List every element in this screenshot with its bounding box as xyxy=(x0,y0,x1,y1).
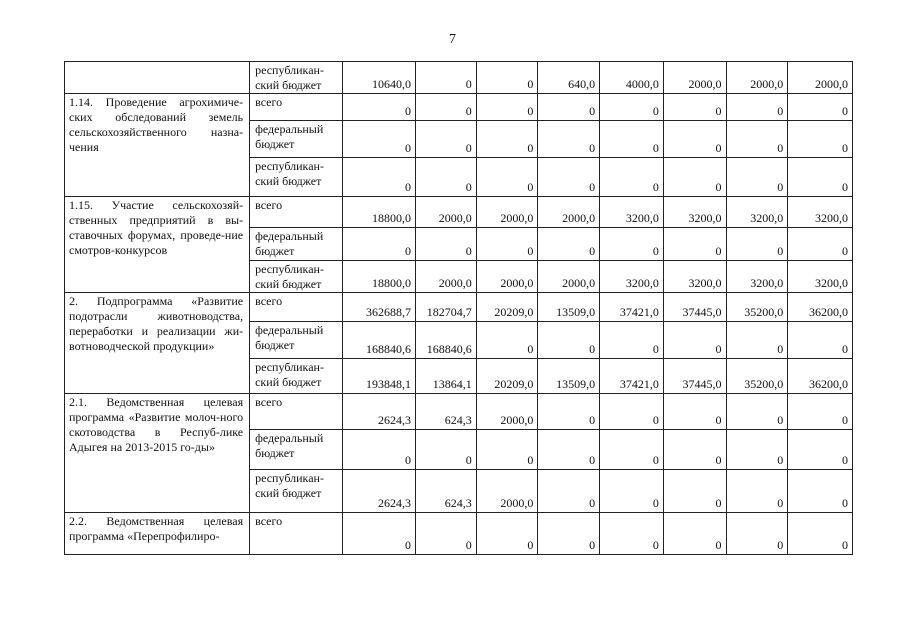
amount-cell: 0 xyxy=(600,228,664,261)
amount-cell: 0 xyxy=(663,322,726,359)
amount-cell: 624,3 xyxy=(416,470,477,513)
amount-cell: 0 xyxy=(663,430,726,470)
amount-cell: 2624,3 xyxy=(343,394,416,430)
amount-cell: 2000,0 xyxy=(476,197,538,228)
amount-cell: 0 xyxy=(476,121,538,158)
amount-cell: 13864,1 xyxy=(416,359,477,394)
amount-cell: 37445,0 xyxy=(663,293,726,322)
item-description: 2.1. Ведомственная целевая программа «Развитие молоч-ного скотоводства в Респуб-лике Адыгея на 2013-2015 го-ды» xyxy=(65,394,250,513)
amount-cell: 0 xyxy=(538,322,600,359)
funding-source: всего xyxy=(250,513,343,555)
amount-cell: 0 xyxy=(416,158,477,197)
amount-cell: 3200,0 xyxy=(788,197,853,228)
amount-cell: 640,0 xyxy=(538,62,600,94)
budget-table xyxy=(64,61,853,555)
amount-cell: 0 xyxy=(343,228,416,261)
amount-cell: 0 xyxy=(663,121,726,158)
item-description: 1.14. Проведение агрохимиче-ских обследований земель сельскохозяйственного назна-чения xyxy=(65,94,250,197)
amount-cell: 0 xyxy=(476,322,538,359)
amount-cell: 0 xyxy=(726,228,788,261)
amount-cell: 2000,0 xyxy=(538,197,600,228)
amount-cell: 0 xyxy=(538,470,600,513)
amount-cell: 0 xyxy=(788,513,853,555)
amount-cell: 37421,0 xyxy=(600,293,664,322)
amount-cell: 0 xyxy=(600,394,664,430)
amount-cell: 4000,0 xyxy=(600,62,664,94)
amount-cell: 3200,0 xyxy=(663,261,726,293)
amount-cell: 0 xyxy=(788,121,853,158)
amount-cell: 13509,0 xyxy=(538,359,600,394)
amount-cell: 0 xyxy=(663,513,726,555)
amount-cell: 0 xyxy=(726,94,788,121)
amount-cell: 0 xyxy=(726,394,788,430)
amount-cell: 182704,7 xyxy=(416,293,477,322)
funding-source: федеральный бюджет xyxy=(250,322,343,359)
amount-cell: 0 xyxy=(788,470,853,513)
amount-cell: 2000,0 xyxy=(726,62,788,94)
amount-cell: 13509,0 xyxy=(538,293,600,322)
amount-cell: 2000,0 xyxy=(416,261,477,293)
amount-cell: 0 xyxy=(600,121,664,158)
amount-cell: 168840,6 xyxy=(343,322,416,359)
amount-cell: 0 xyxy=(788,322,853,359)
amount-cell: 20209,0 xyxy=(476,293,538,322)
table-row xyxy=(65,513,853,555)
amount-cell: 362688,7 xyxy=(343,293,416,322)
amount-cell: 37445,0 xyxy=(663,359,726,394)
table-row xyxy=(65,94,853,121)
amount-cell: 3200,0 xyxy=(600,261,664,293)
amount-cell: 18800,0 xyxy=(343,197,416,228)
amount-cell: 0 xyxy=(788,430,853,470)
amount-cell: 193848,1 xyxy=(343,359,416,394)
amount-cell: 36200,0 xyxy=(788,293,853,322)
amount-cell: 0 xyxy=(663,228,726,261)
amount-cell: 0 xyxy=(788,158,853,197)
amount-cell: 0 xyxy=(726,158,788,197)
page-number: 7 xyxy=(449,32,456,47)
amount-cell: 0 xyxy=(343,121,416,158)
amount-cell: 0 xyxy=(663,94,726,121)
amount-cell: 0 xyxy=(476,228,538,261)
amount-cell: 0 xyxy=(600,158,664,197)
amount-cell: 0 xyxy=(600,322,664,359)
amount-cell: 2624,3 xyxy=(343,470,416,513)
amount-cell: 2000,0 xyxy=(416,197,477,228)
amount-cell: 0 xyxy=(416,121,477,158)
table-row xyxy=(65,197,853,228)
amount-cell: 0 xyxy=(416,513,477,555)
funding-source: республикан-ский бюджет xyxy=(250,261,343,293)
amount-cell: 0 xyxy=(538,121,600,158)
amount-cell: 0 xyxy=(538,158,600,197)
item-description: 1.15. Участие сельскохозяй-ственных предприятий в вы-ставочных форумах, проведе-ние смотров-конкурсов xyxy=(65,197,250,293)
amount-cell: 0 xyxy=(476,430,538,470)
amount-cell: 0 xyxy=(476,513,538,555)
amount-cell: 0 xyxy=(600,513,664,555)
funding-source: федеральный бюджет xyxy=(250,430,343,470)
amount-cell: 0 xyxy=(600,94,664,121)
amount-cell: 0 xyxy=(726,513,788,555)
funding-source: всего xyxy=(250,94,343,121)
item-description: 2. Подпрограмма «Развитие подотрасли животноводства, переработки и реализации жи-вотноводческой продукции» xyxy=(65,293,250,394)
amount-cell: 3200,0 xyxy=(726,197,788,228)
funding-source: республикан-ский бюджет xyxy=(250,158,343,197)
amount-cell: 0 xyxy=(476,94,538,121)
amount-cell: 0 xyxy=(788,228,853,261)
amount-cell: 3200,0 xyxy=(600,197,664,228)
funding-source: республикан-ский бюджет xyxy=(250,359,343,394)
funding-source: республикан-ский бюджет xyxy=(250,470,343,513)
amount-cell: 20209,0 xyxy=(476,359,538,394)
amount-cell: 0 xyxy=(343,158,416,197)
amount-cell: 18800,0 xyxy=(343,261,416,293)
amount-cell: 624,3 xyxy=(416,394,477,430)
amount-cell: 0 xyxy=(726,121,788,158)
amount-cell: 0 xyxy=(663,470,726,513)
item-description xyxy=(65,62,250,94)
amount-cell: 0 xyxy=(538,94,600,121)
amount-cell: 0 xyxy=(726,430,788,470)
funding-source: республикан-ский бюджет xyxy=(250,62,343,94)
amount-cell: 0 xyxy=(476,158,538,197)
amount-cell: 0 xyxy=(476,62,538,94)
amount-cell: 3200,0 xyxy=(663,197,726,228)
funding-source: всего xyxy=(250,197,343,228)
amount-cell: 0 xyxy=(600,470,664,513)
amount-cell: 0 xyxy=(788,394,853,430)
amount-cell: 0 xyxy=(416,430,477,470)
amount-cell: 0 xyxy=(538,513,600,555)
amount-cell: 10640,0 xyxy=(343,62,416,94)
amount-cell: 36200,0 xyxy=(788,359,853,394)
amount-cell: 37421,0 xyxy=(600,359,664,394)
amount-cell: 2000,0 xyxy=(788,62,853,94)
amount-cell: 2000,0 xyxy=(476,394,538,430)
amount-cell: 0 xyxy=(663,158,726,197)
funding-source: всего xyxy=(250,293,343,322)
amount-cell: 0 xyxy=(343,513,416,555)
amount-cell: 0 xyxy=(416,94,477,121)
amount-cell: 2000,0 xyxy=(538,261,600,293)
funding-source: федеральный бюджет xyxy=(250,228,343,261)
amount-cell: 35200,0 xyxy=(726,359,788,394)
amount-cell: 0 xyxy=(726,322,788,359)
amount-cell: 35200,0 xyxy=(726,293,788,322)
amount-cell: 0 xyxy=(343,94,416,121)
amount-cell: 0 xyxy=(538,430,600,470)
amount-cell: 0 xyxy=(788,94,853,121)
table-row xyxy=(65,62,853,94)
amount-cell: 2000,0 xyxy=(663,62,726,94)
amount-cell: 2000,0 xyxy=(476,470,538,513)
funding-source: федеральный бюджет xyxy=(250,121,343,158)
funding-source: всего xyxy=(250,394,343,430)
amount-cell: 3200,0 xyxy=(726,261,788,293)
amount-cell: 0 xyxy=(600,430,664,470)
amount-cell: 3200,0 xyxy=(788,261,853,293)
amount-cell: 0 xyxy=(416,228,477,261)
table-row xyxy=(65,293,853,322)
table-row xyxy=(65,394,853,430)
amount-cell: 0 xyxy=(538,228,600,261)
amount-cell: 168840,6 xyxy=(416,322,477,359)
amount-cell: 0 xyxy=(416,62,477,94)
amount-cell: 0 xyxy=(726,470,788,513)
item-description: 2.2. Ведомственная целевая программа «Перепрофилиро- xyxy=(65,513,250,555)
amount-cell: 0 xyxy=(343,430,416,470)
amount-cell: 2000,0 xyxy=(476,261,538,293)
amount-cell: 0 xyxy=(663,394,726,430)
amount-cell: 0 xyxy=(538,394,600,430)
